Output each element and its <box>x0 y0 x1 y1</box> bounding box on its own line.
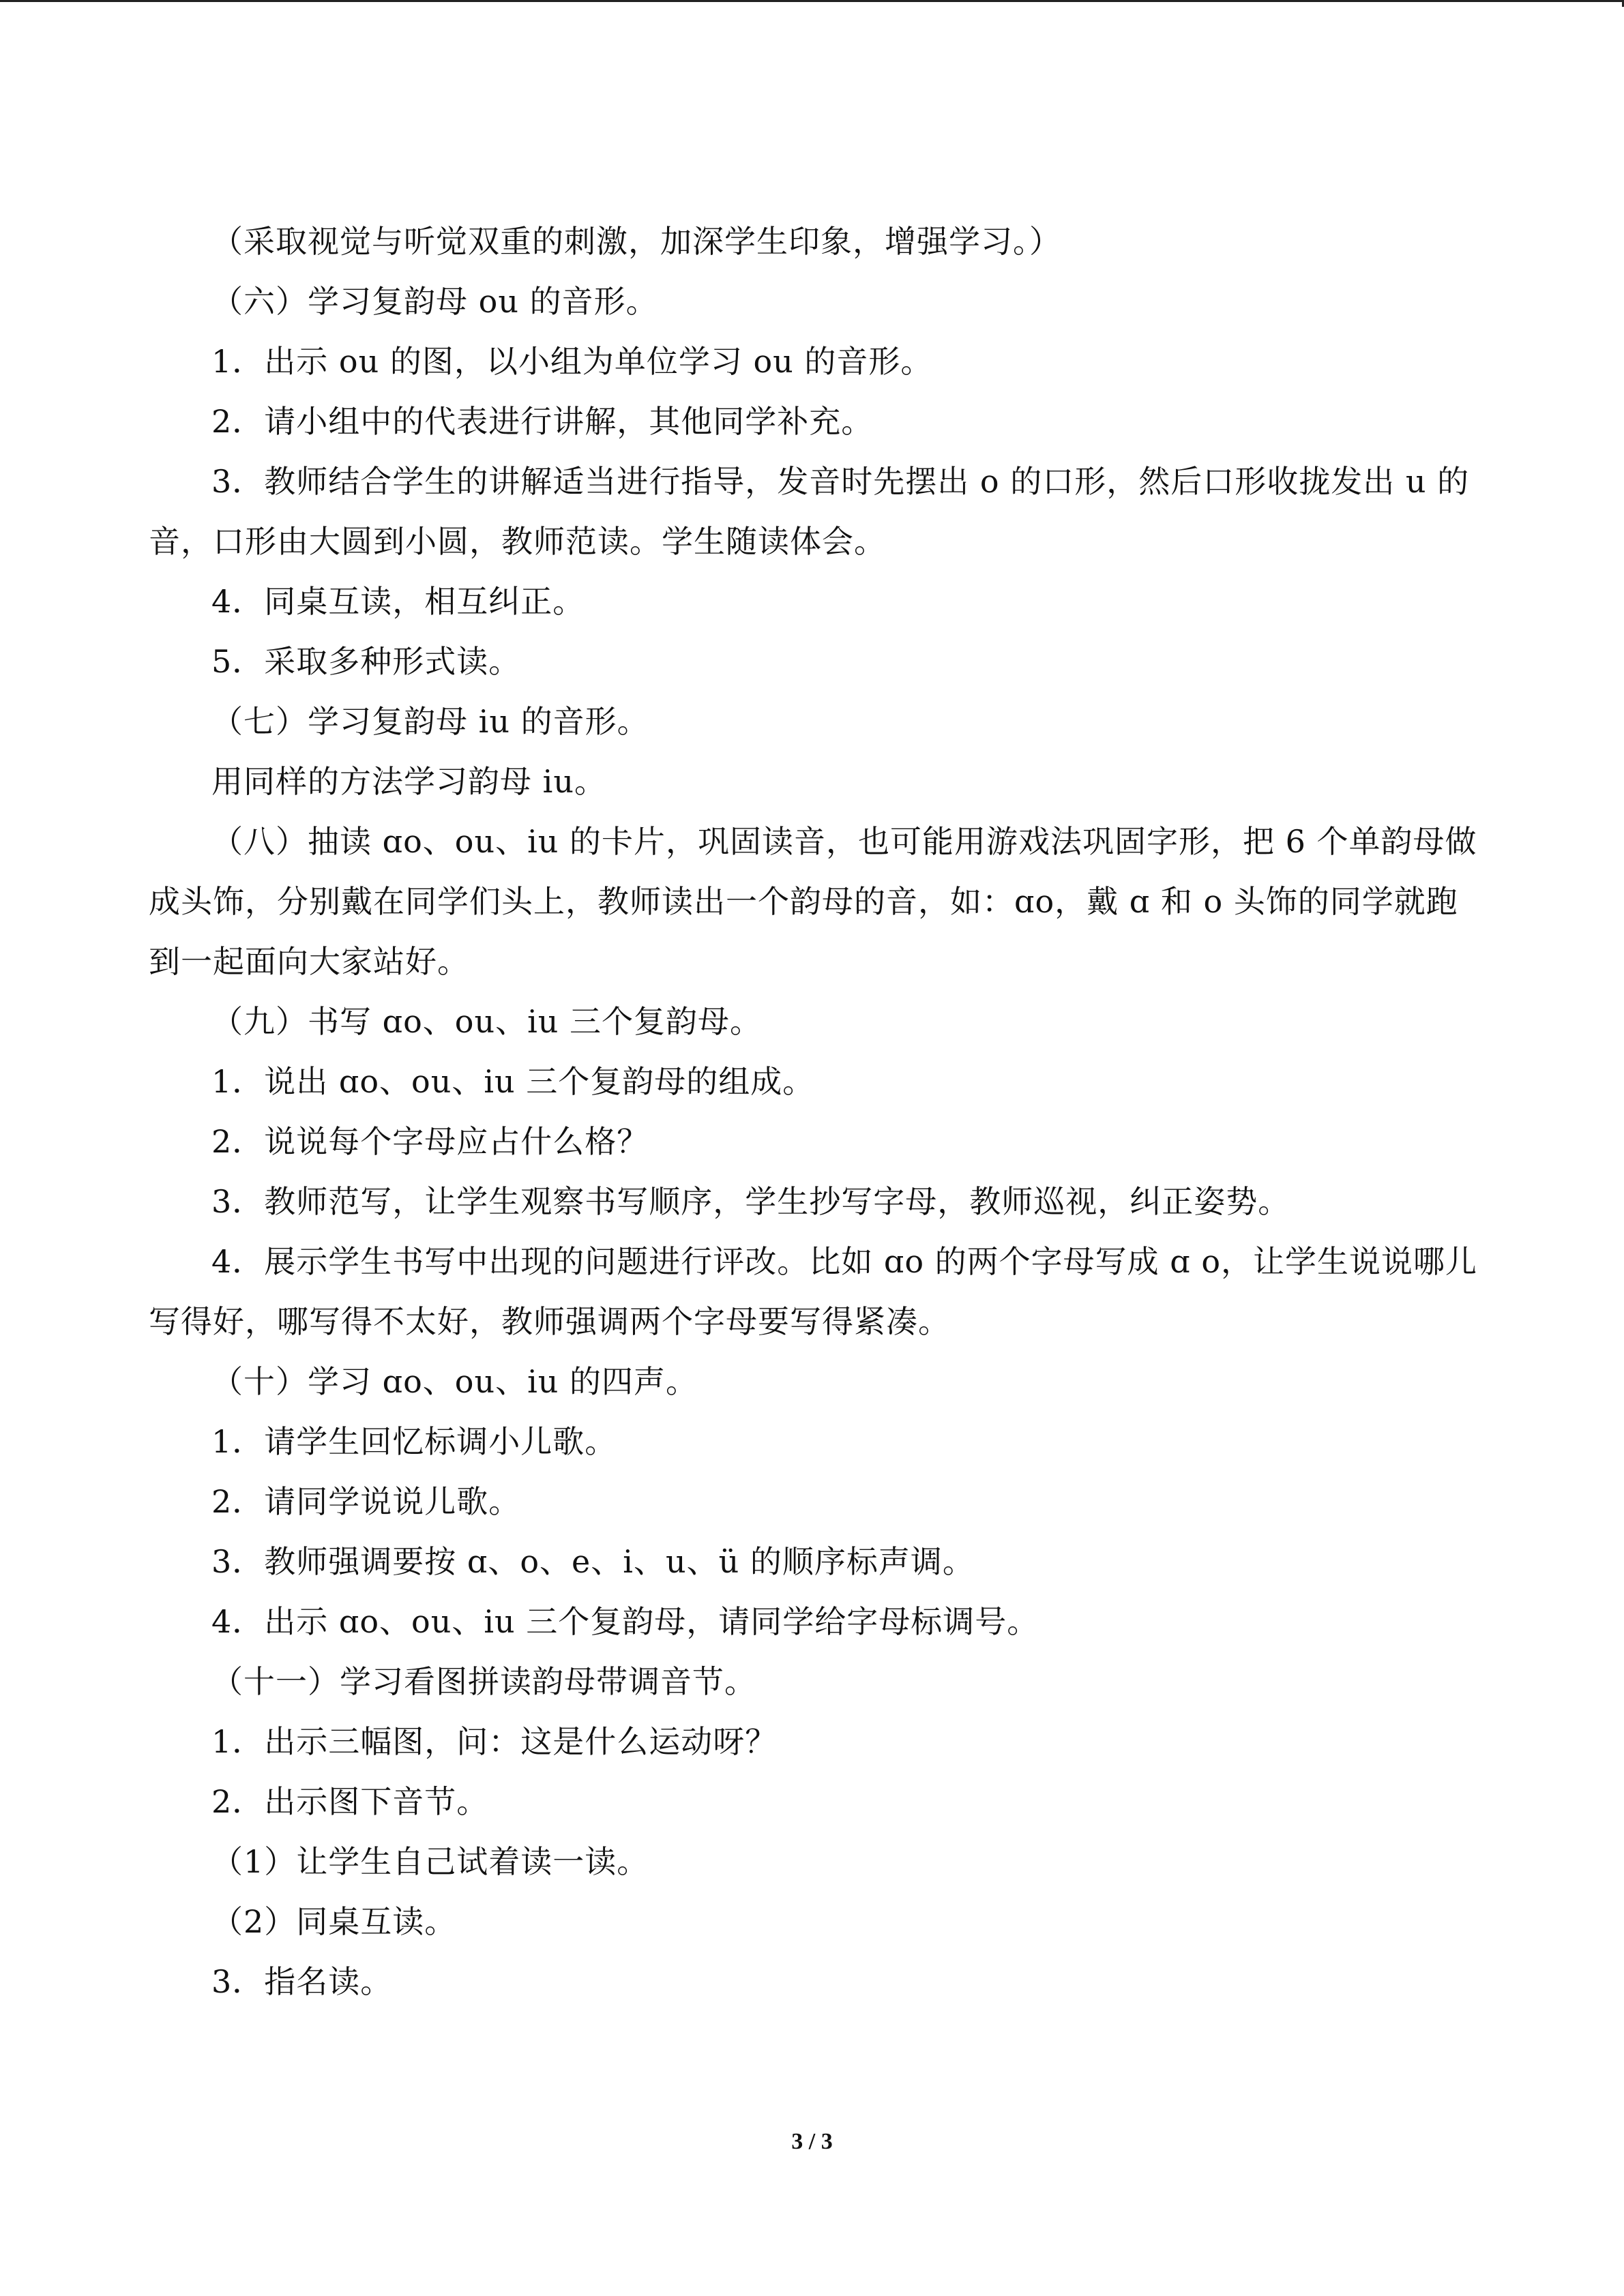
list-item: 1．出示 ou 的图，以小组为单位学习 ou 的音形。 <box>211 343 933 380</box>
sub-list-item: （2）同桌互读。 <box>211 1903 457 1940</box>
section-heading-writing: （九）书写 ɑo、ou、iu 三个复韵母。 <box>211 1003 763 1040</box>
list-item: 3．教师结合学生的讲解适当进行指导，发音时先摆出 o 的口形，然后口形收拢发出 u 的音，口形由大圆到小圆，教师范读。学生随读体会。 <box>149 463 1470 560</box>
section-heading-picture-reading: （十一）学习看图拼读韵母带调音节。 <box>211 1663 756 1700</box>
list-item: 4．展示学生书写中出现的问题进行评改。比如 ɑo 的两个字母写成 ɑ o，让学生说说哪儿写得好，哪写得不太好，教师强调两个字母要写得紧凑。 <box>149 1243 1478 1340</box>
paragraph-visual-auditory-note: （采取视觉与听觉双重的刺激，加深学生印象，增强学习。） <box>211 223 1061 260</box>
top-border-line <box>0 0 1624 2</box>
list-item: 3．教师范写，让学生观察书写顺序，学生抄写字母，教师巡视，纠正姿势。 <box>211 1183 1290 1220</box>
paragraph-same-method: 用同样的方法学习韵母 iu。 <box>211 763 606 800</box>
list-item: 3．指名读。 <box>211 1963 393 2000</box>
list-item: 2．出示图下音节。 <box>211 1783 489 1820</box>
list-item: 4．出示 ɑo、ou、iu 三个复韵母，请同学给字母标调号。 <box>211 1603 1039 1640</box>
sub-list-item: （1）让学生自己试着读一读。 <box>211 1843 649 1880</box>
section-heading-ou: （六）学习复韵母 ou 的音形。 <box>211 283 658 320</box>
page-number: 3 / 3 <box>791 2129 833 2154</box>
list-item: 5．采取多种形式读。 <box>211 643 521 680</box>
list-item: 3．教师强调要按 ɑ、o、e、i、u、ü 的顺序标声调。 <box>211 1543 975 1580</box>
section-heading-four-tones: （十）学习 ɑo、ou、iu 的四声。 <box>211 1363 698 1400</box>
list-item: 1．请学生回忆标调小儿歌。 <box>211 1423 617 1460</box>
list-item: 2．请小组中的代表进行讲解，其他同学补充。 <box>211 403 874 440</box>
document-body <box>149 211 1479 2012</box>
list-item: 4．同桌互读，相互纠正。 <box>211 583 585 620</box>
list-item: 2．请同学说说儿歌。 <box>211 1483 521 1520</box>
section-heading-iu: （七）学习复韵母 iu 的音形。 <box>211 703 649 740</box>
list-item: 1．出示三幅图，问：这是什么运动呀？ <box>211 1723 778 1760</box>
list-item: 1．说出 ɑo、ou、iu 三个复韵母的组成。 <box>211 1063 815 1100</box>
section-heading-card-reading: （八）抽读 ɑo、ou、iu 的卡片，巩固读音，也可能用游戏法巩固字形，把 6 个单韵母做成头饰，分别戴在同学们头上，教师读出一个韵母的音，如：ɑo，戴 ɑ 和 o 头饰的同学就跑到一起面向大家站好。 <box>149 823 1477 980</box>
list-item: 2．说说每个字母应占什么格？ <box>211 1123 649 1160</box>
